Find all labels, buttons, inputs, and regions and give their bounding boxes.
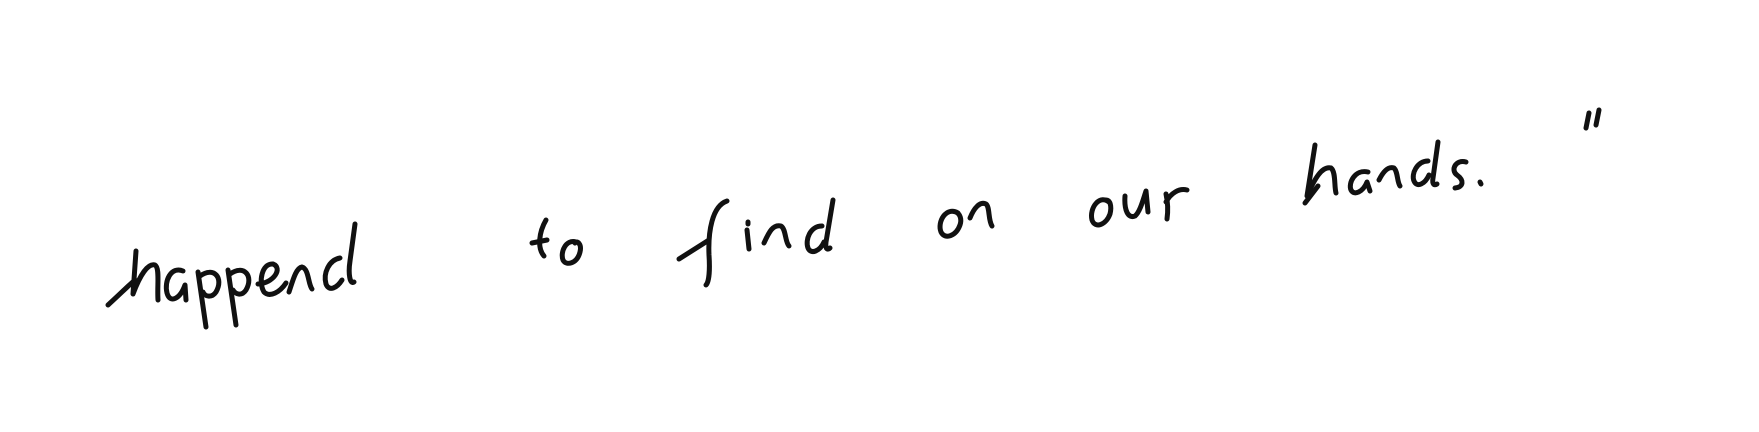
word-find	[679, 200, 833, 285]
word-on	[940, 203, 992, 236]
word-hands	[1305, 110, 1599, 203]
word-our	[1091, 190, 1187, 225]
word-happend	[108, 224, 355, 327]
word-to	[532, 220, 580, 263]
